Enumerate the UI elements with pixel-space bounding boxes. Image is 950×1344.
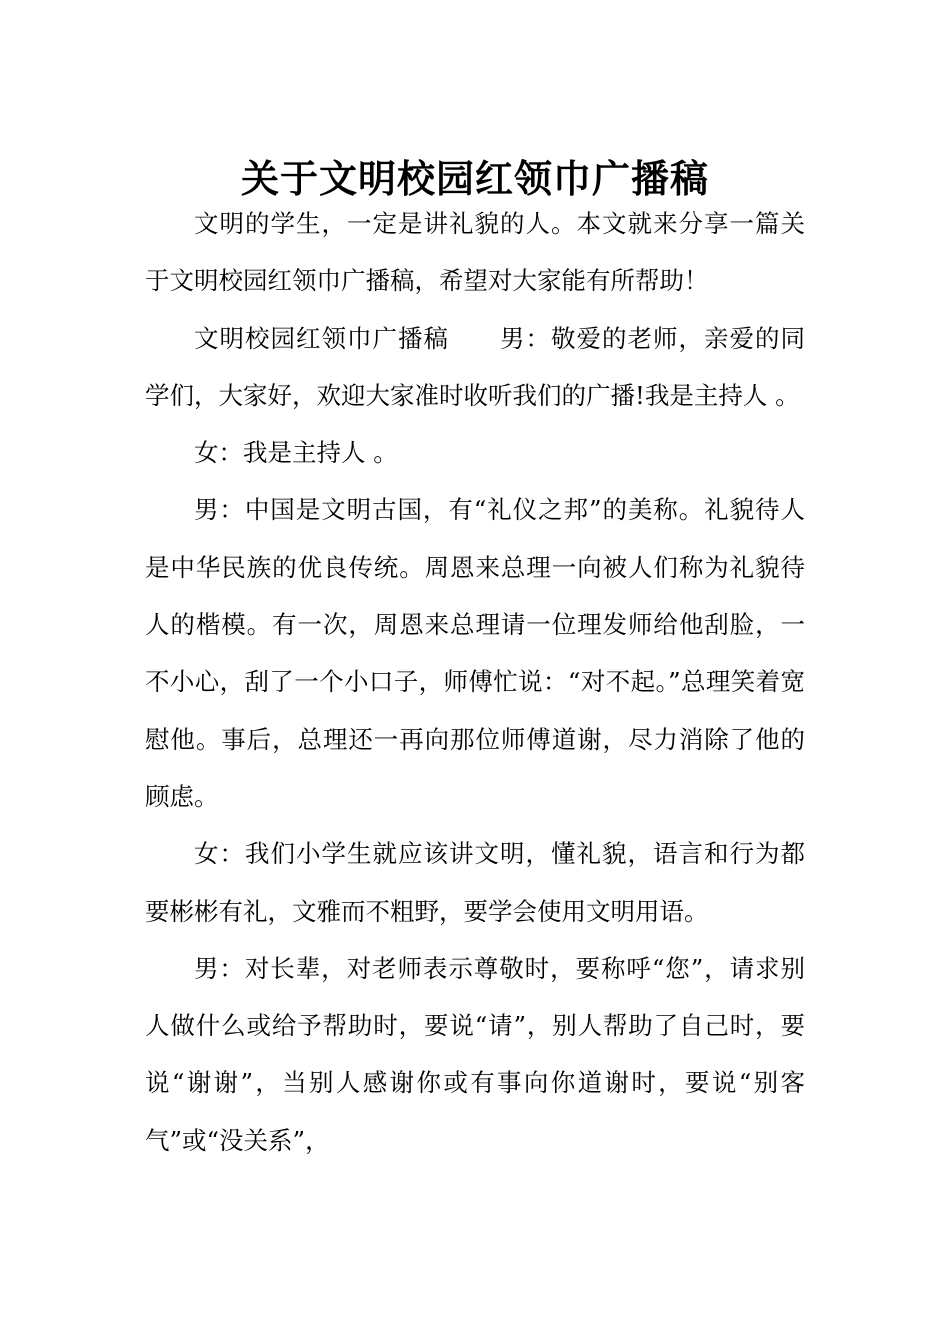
paragraph-intro: 文明的学生，一定是讲礼貌的人。本文就来分享一篇关于文明校园红领巾广播稿，希望对大家能有所帮助！ bbox=[145, 209, 805, 296]
paragraph-female-host: 女：我是主持人 。 bbox=[194, 438, 398, 468]
paragraph-opening: 文明校园红领巾广播稿 男：敬爱的老师，亲爱的同学们，大家好，欢迎大家准时收听我们的广播!我是主持人 。 bbox=[145, 323, 805, 410]
paragraph-polite-expressions: 男：对长辈，对老师表示尊敬时，要称呼“您”，请求别人做什么或给予帮助时，要说“请”，别人帮助了自己时，要说“谢谢”，当别人感谢你或有事向你道谢时，要说“别客气”或“没关系”， bbox=[145, 953, 805, 1155]
document-title: 关于文明校园红领巾广播稿 bbox=[240, 156, 709, 202]
paragraph-zhou-enlai-story: 男：中国是文明古国，有“礼仪之邦”的美称。礼貌待人是中华民族的优良传统。周恩来总理一向被人们称为礼貌待人的楷模。有一次，周恩来总理请一位理发师给他刮脸，一不小心，刮了一个小口子，师傅忙说：“对不起。”总理笑着宽慰他。事后，总理还一再向那位师傅道谢，尽力消除了他的顾虑。 bbox=[145, 495, 805, 811]
paragraph-students-civility: 女：我们小学生就应该讲文明，懂礼貌，语言和行为都要彬彬有礼，文雅而不粗野，要学会使用文明用语。 bbox=[145, 839, 805, 926]
document-body bbox=[145, 195, 805, 1169]
